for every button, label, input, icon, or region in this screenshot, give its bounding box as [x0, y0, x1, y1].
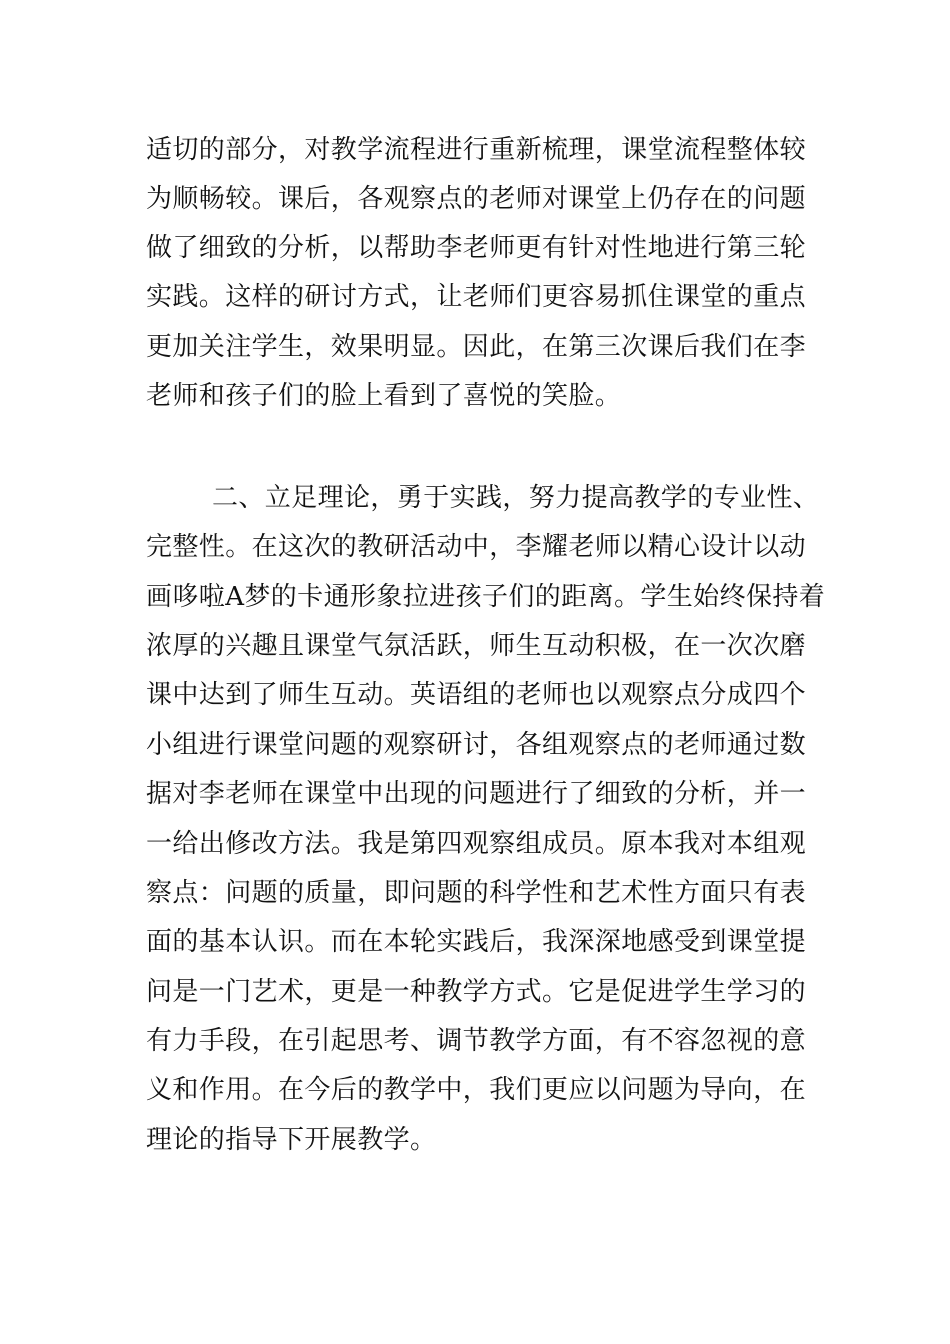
text-line: 义和作用。在今后的教学中，我们更应以问题为导向，在 [146, 1075, 807, 1105]
text-line: 为顺畅较。课后，各观察点的老师对课堂上仍存在的问题 [146, 184, 807, 214]
text-line: 小组进行课堂问题的观察研讨，各组观察点的老师通过数 [146, 730, 807, 760]
text-line: 老师和孩子们的脸上看到了喜悦的笑脸。 [146, 381, 622, 411]
text-line: 实践。这样的研讨方式，让老师们更容易抓住课堂的重点 [146, 282, 807, 312]
text-line: 完整性。在这次的教研活动中，李耀老师以精心设计以动 [146, 532, 807, 562]
text-line: 理论的指导下开展教学。 [146, 1125, 437, 1155]
text-line: 做了细致的分析，以帮助李老师更有针对性地进行第三轮 [146, 233, 807, 263]
text-line: 面的基本认识。而在本轮实践后，我深深地感受到课堂提 [146, 927, 807, 957]
text-line: 课中达到了师生互动。英语组的老师也以观察点分成四个 [146, 680, 807, 710]
text-line: 问是一门艺术，更是一种教学方式。它是促进学生学习的 [146, 977, 807, 1007]
text-line: 更加关注学生，效果明显。因此，在第三次课后我们在李 [146, 332, 807, 362]
text-line: 据对李老师在课堂中出现的问题进行了细致的分析，并一 [146, 779, 807, 809]
text-line: 二、立足理论，勇于实践，努力提高教学的专业性、 [212, 483, 820, 513]
text-line: 画哆啦A梦的卡通形象拉进孩子们的距离。学生始终保持着 [146, 582, 826, 612]
text-line: 察点：问题的质量，即问题的科学性和艺术性方面只有表 [146, 878, 807, 908]
text-line: 适切的部分，对教学流程进行重新梳理，课堂流程整体较 [146, 135, 807, 165]
text-line: 一给出修改方法。我是第四观察组成员。原本我对本组观 [146, 829, 807, 859]
text-line: 浓厚的兴趣且课堂气氛活跃，师生互动积极，在一次次磨 [146, 631, 807, 661]
text-line: 有力手段，在引起思考、调节教学方面，有不容忽视的意 [146, 1026, 807, 1056]
